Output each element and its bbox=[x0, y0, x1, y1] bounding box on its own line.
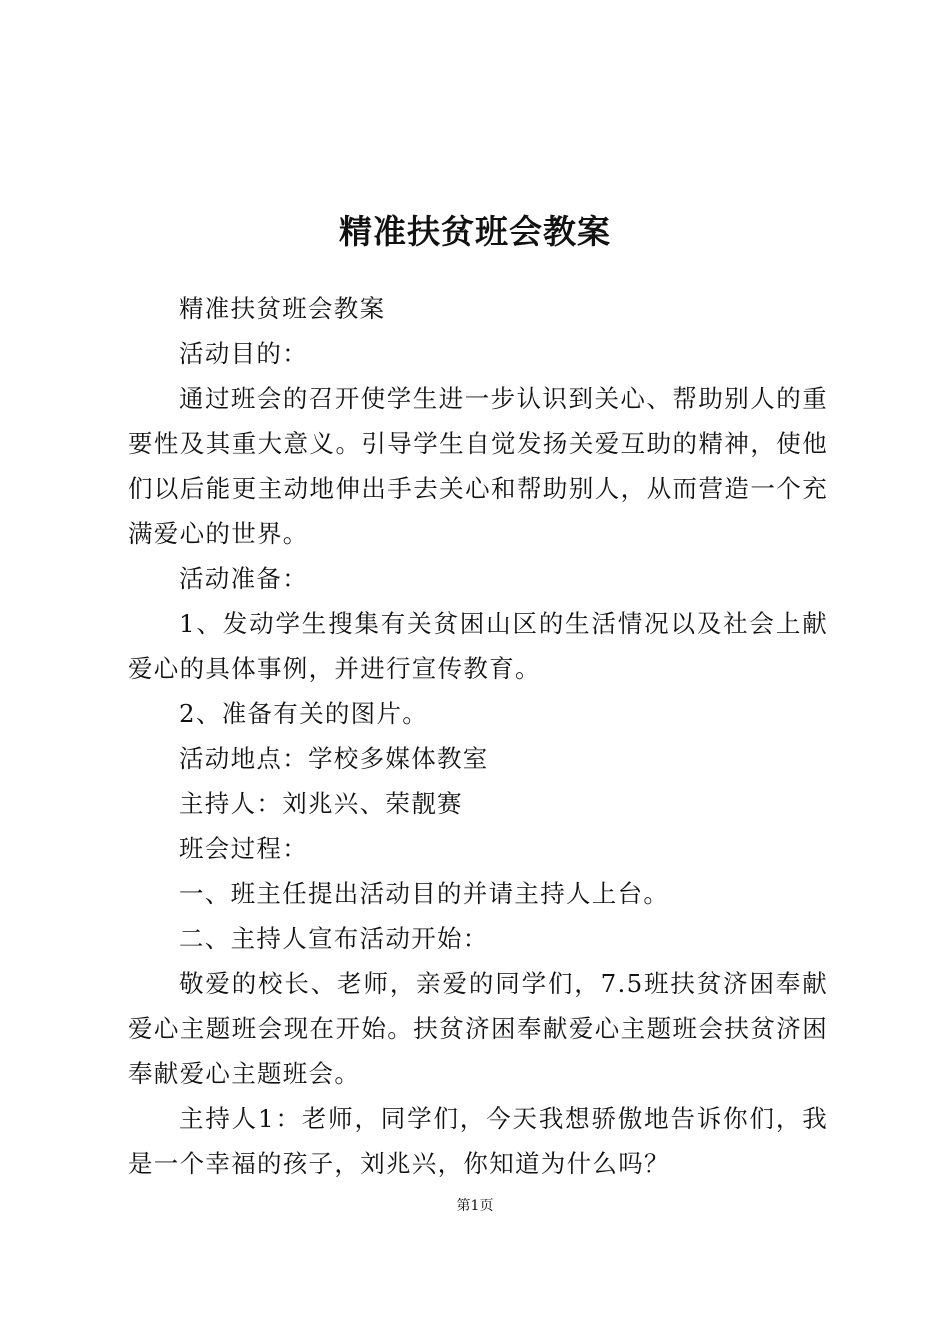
paragraph: 班会过程： bbox=[179, 834, 308, 863]
paragraph: 一、班主任提出活动目的并请主持人上台。 bbox=[179, 879, 670, 908]
paragraph: 活动地点：学校多媒体教室 bbox=[179, 744, 489, 773]
document-body bbox=[128, 286, 828, 1186]
paragraph: 主持人：刘兆兴、荣靓赛 bbox=[179, 789, 463, 818]
paragraph: 敬爱的校长、老师，亲爱的同学们，7.5班扶贫济困奉献爱心主题班会现在开始。扶贫济困奉献爱心主题班会扶贫济困奉献爱心主题班会。 bbox=[128, 969, 828, 1088]
paragraph: 1、发动学生搜集有关贫困山区的生活情况以及社会上献爱心的具体事例，并进行宣传教育。 bbox=[128, 609, 828, 683]
paragraph: 通过班会的召开使学生进一步认识到关心、帮助别人的重要性及其重大意义。引导学生自觉发扬关爱互助的精神，使他们以后能更主动地伸出手去关心和帮助别人，从而营造一个充满爱心的世界。 bbox=[128, 384, 828, 548]
document-title: 精准扶贫班会教案 bbox=[339, 212, 611, 252]
paragraph: 活动准备： bbox=[179, 564, 308, 593]
paragraph: 二、主持人宣布活动开始： bbox=[179, 924, 489, 953]
paragraph: 主持人1：老师，同学们，今天我想骄傲地告诉你们，我是一个幸福的孩子，刘兆兴，你知道为什么吗？ bbox=[128, 1104, 828, 1178]
paragraph: 活动目的： bbox=[179, 339, 308, 368]
paragraph: 精准扶贫班会教案 bbox=[179, 294, 386, 323]
paragraph: 2、准备有关的图片。 bbox=[179, 699, 429, 728]
page-number: 第1页 bbox=[456, 1198, 494, 1214]
